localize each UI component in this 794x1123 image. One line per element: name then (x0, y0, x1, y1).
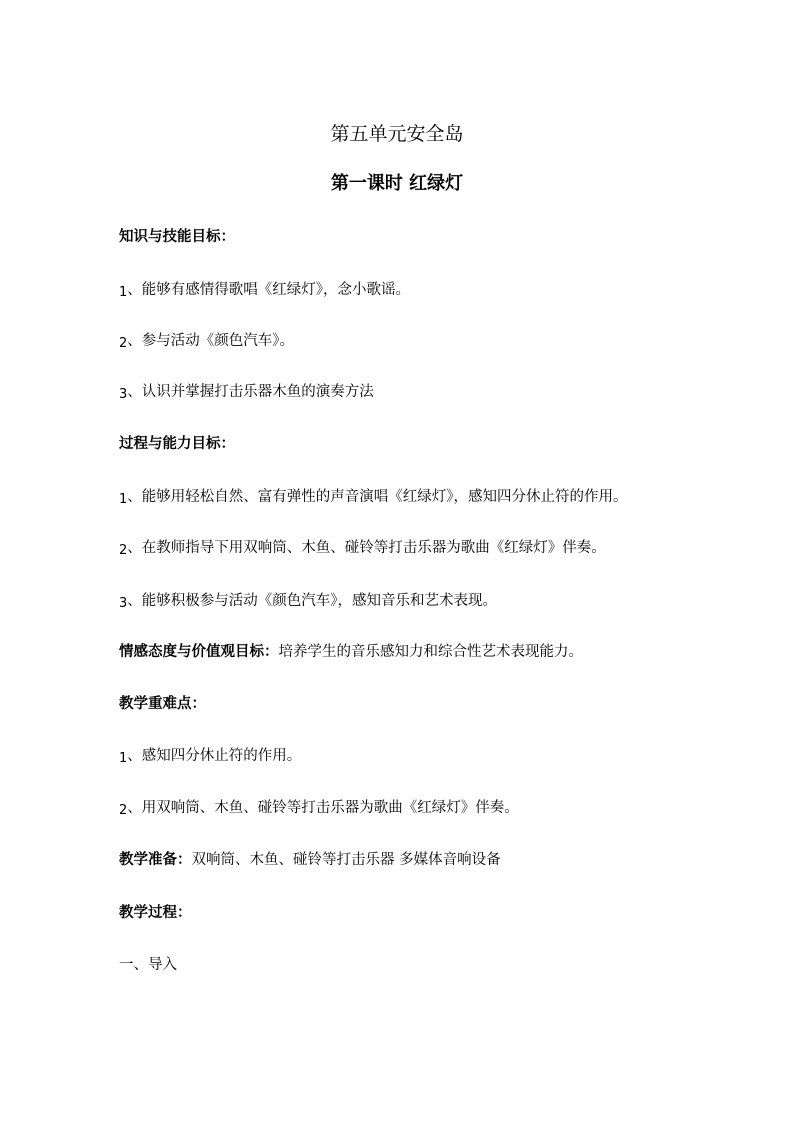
emotion-heading: 情感态度与价值观目标： (119, 644, 279, 660)
item-number: 1 (119, 492, 128, 507)
preparation (119, 850, 501, 870)
preparation-heading: 教学准备： (119, 852, 192, 868)
knowledge-heading: 知识与技能目标： (119, 229, 235, 245)
procedure-step: 一、导入 (119, 957, 177, 973)
item-number: 1 (119, 285, 128, 300)
item-number: 3 (119, 387, 128, 402)
item-text: 、感知四分休止符的作用。 (127, 748, 302, 764)
item-number: 2 (119, 543, 128, 558)
item-number: 2 (119, 803, 128, 818)
emotion-text: 培养学生的音乐感知力和综合性艺术表现能力。 (278, 644, 583, 660)
document-title: 第五单元安全岛 (330, 123, 464, 145)
preparation-text: 双响筒、木鱼、碰铃等打击乐器 多媒体音响设备 (191, 852, 501, 868)
process-item (119, 538, 606, 561)
difficulty-heading: 教学重难点： (119, 696, 206, 712)
emotion-goal (119, 642, 583, 662)
item-text: 、用双响筒、木鱼、碰铃等打击乐器为歌曲《红绿灯》伴奏。 (127, 800, 519, 816)
difficulty-item (119, 746, 301, 769)
process-heading: 过程与能力目标： (119, 436, 235, 452)
item-text: 、能够积极参与活动《颜色汽车》，感知音乐和艺术表现。 (127, 593, 498, 609)
item-text: 、能够用轻松自然、富有弹性的声音演唱《红绿灯》，感知四分休止符的作用。 (127, 489, 628, 505)
knowledge-item (119, 280, 410, 303)
difficulty-item (119, 798, 519, 821)
process-item (119, 487, 628, 510)
item-text: 、参与活动《颜色汽车》。 (127, 333, 295, 349)
item-number: 3 (119, 596, 128, 611)
item-number: 2 (119, 336, 128, 351)
item-number: 1 (119, 751, 128, 766)
lesson-subtitle: 第一课时 红绿灯 (330, 173, 464, 194)
procedure-heading: 教学过程： (119, 905, 192, 921)
item-text: 、能够有感情得歌唱《红绿灯》，念小歌谣。 (127, 282, 411, 298)
item-text: 、认识并掌握打击乐器木鱼的演奏方法 (127, 384, 374, 400)
knowledge-item (119, 382, 374, 405)
item-text: 、在教师指导下用双响筒、木鱼、碰铃等打击乐器为歌曲《红绿灯》伴奏。 (127, 540, 606, 556)
process-item (119, 591, 497, 614)
knowledge-item (119, 331, 294, 354)
